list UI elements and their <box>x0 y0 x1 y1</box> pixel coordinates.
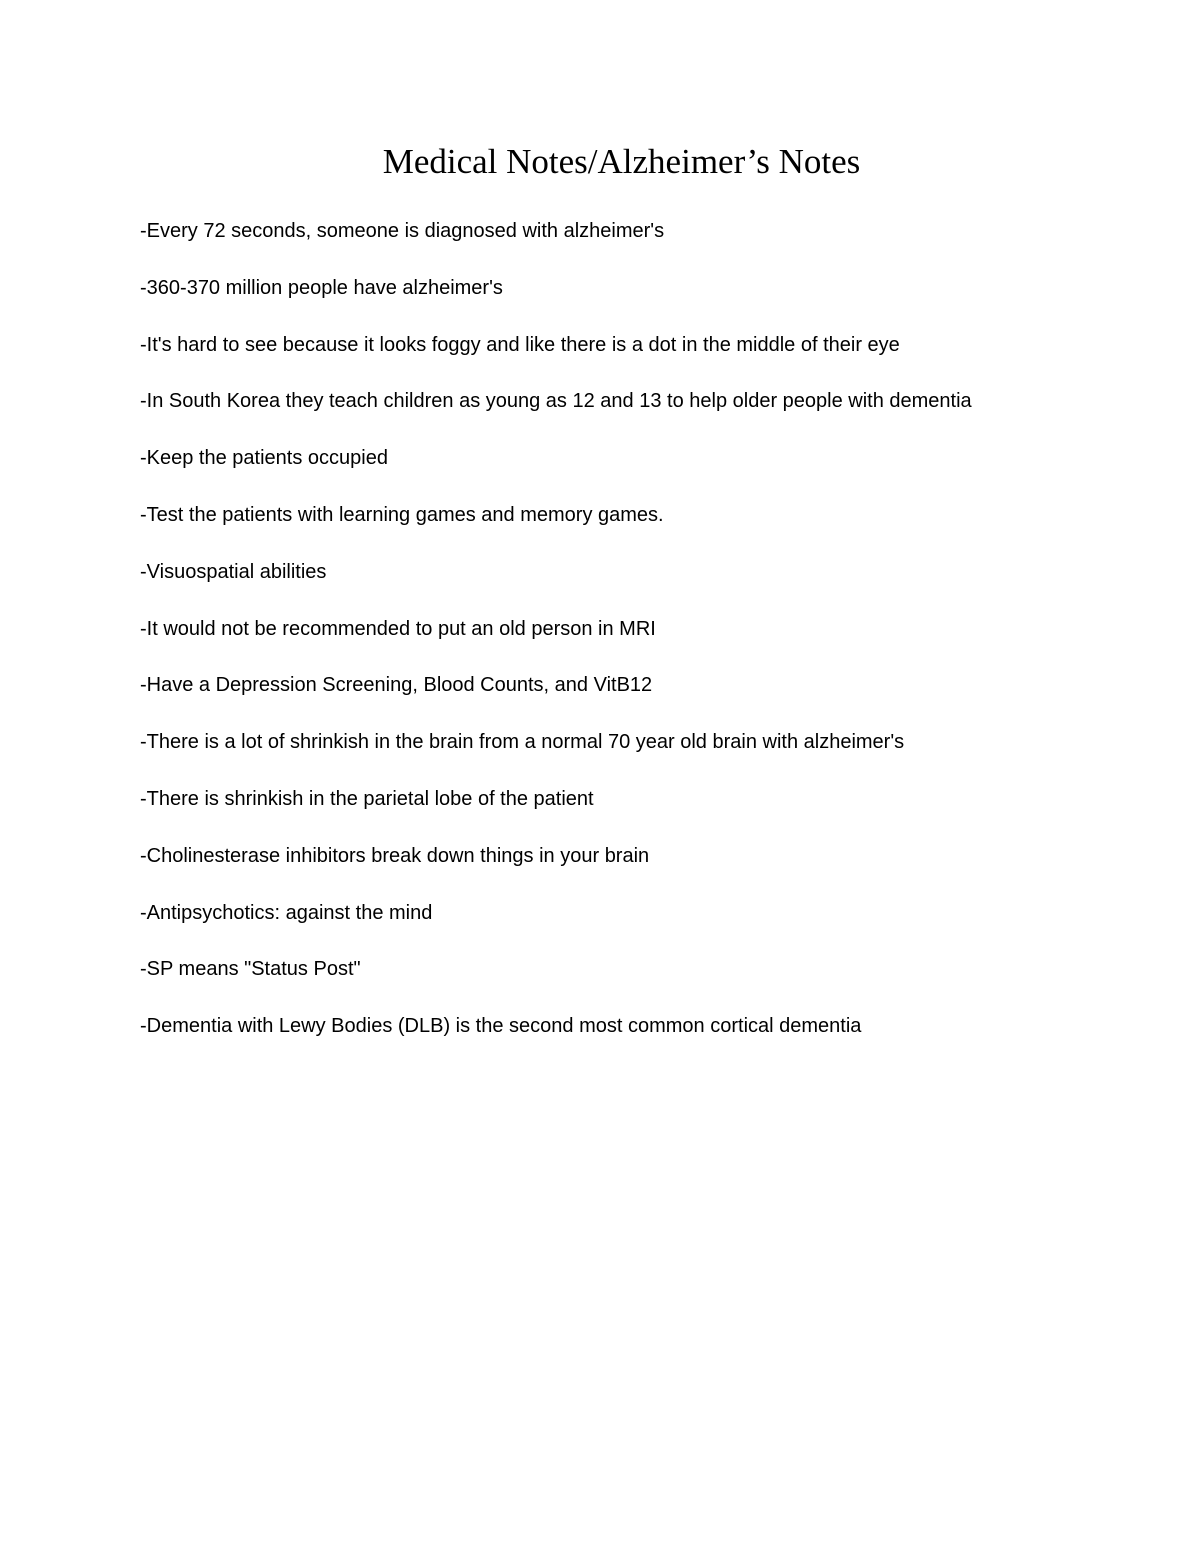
note-item: -It's hard to see because it looks foggy and like there is a dot in the middle of their eye <box>140 333 900 356</box>
note-item: -Keep the patients occupied <box>140 447 388 470</box>
document-title: Medical Notes/Alzheimer’s Notes <box>382 142 861 181</box>
note-item: -Every 72 seconds, someone is diagnosed with alzheimer's <box>140 220 665 242</box>
note-item: -In South Korea they teach children as young as 12 and 13 to help older people with dementia <box>140 390 972 413</box>
note-item: -SP means "Status Post" <box>140 958 361 981</box>
note-item: -There is a lot of shrinkish in the brain from a normal 70 year old brain with alzheimer's <box>140 731 905 754</box>
note-item: -360-370 million people have alzheimer's <box>140 276 503 299</box>
note-item: -Visuospatial abilities <box>140 560 327 583</box>
notes-list <box>140 216 1140 1068</box>
note-item: -Antipsychotics: against the mind <box>140 901 433 924</box>
note-item: -Dementia with Lewy Bodies (DLB) is the second most common cortical dementia <box>140 1015 862 1038</box>
note-item: -Cholinesterase inhibitors break down things in your brain <box>140 844 650 867</box>
note-item: -It would not be recommended to put an old person in MRI <box>140 617 656 640</box>
note-item: -Test the patients with learning games and memory games. <box>140 503 664 526</box>
note-item: -There is shrinkish in the parietal lobe of the patient <box>140 787 594 810</box>
note-item: -Have a Depression Screening, Blood Counts, and VitB12 <box>140 674 653 697</box>
